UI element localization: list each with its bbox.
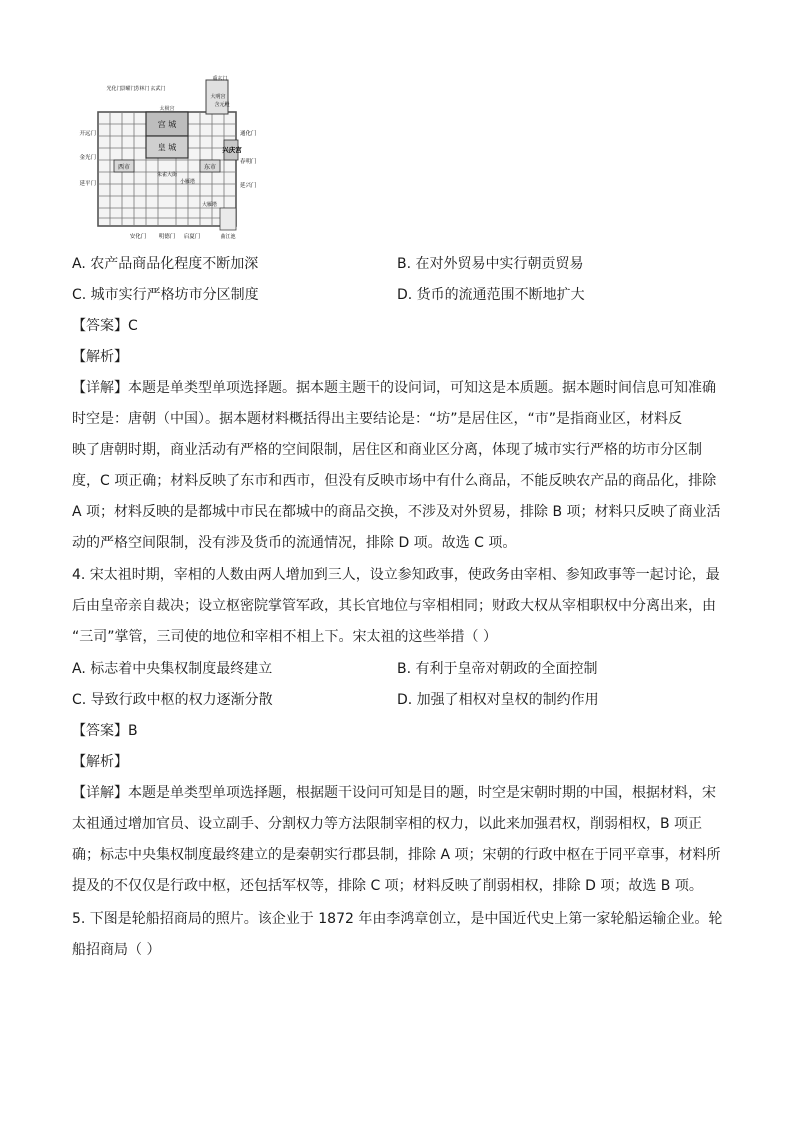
q4-stem-line-1: 4. 宋太祖时期，宰相的人数由两人增加到三人，设立参知政事，使政务由宰相、参知政事等一起讨论，最 bbox=[72, 567, 720, 583]
gate-right-1: 春明门 bbox=[240, 159, 257, 165]
q3-detail-line-1: 【详解】本题是单类型单项选择题。据本题主题干的设问词，可知这是本质题。据本题时间信息可知准确 bbox=[72, 380, 716, 396]
q4-detail-line-4: 提及的不仅仅是行政中枢，还包括军权等，排除 C 项；材料反映了削弱相权，排除 D 项；故选 B 项。 bbox=[72, 878, 703, 894]
gate-left-0: 开远门 bbox=[79, 131, 96, 137]
q4-stem-line-3: “三司”掌管，三司使的地位和宰相不相上下。宋太祖的这些举措（ ） bbox=[72, 629, 497, 645]
changan-city-map bbox=[70, 72, 260, 242]
gate-left-1: 金光门 bbox=[79, 155, 96, 161]
q3-detail-line-5: A 项；材料反映的是都城中市民在都城中的商品交换，不涉及对外贸易，排除 B 项；材料只反映了商业活 bbox=[72, 504, 721, 520]
q3-detail-line-4: 度，C 项正确；材料反映了东市和西市，但没有反映市场中有什么商品，不能反映农产品的商品化，排除 bbox=[72, 473, 717, 489]
q4-analysis-heading: 【解析】 bbox=[72, 754, 128, 770]
east-market-label: 东市 bbox=[203, 164, 217, 171]
q5-stem-line-2: 船招商局（ ） bbox=[72, 942, 161, 958]
q3-option-b: B. 在对外贸易中实行朝贡贸易 bbox=[397, 256, 584, 272]
q3-option-c: C. 城市实行严格坊市分区制度 bbox=[72, 287, 259, 303]
gate-top-2: 芳林门 bbox=[134, 86, 150, 92]
q5-stem-line-1: 5. 下图是轮船招商局的照片。该企业于 1872 年由李鸿章创立，是中国近代史上第一家轮船运输企业。轮 bbox=[72, 911, 723, 927]
q4-detail-line-1: 【详解】本题是单类型单项选择题，根据题干设问可知是目的题，时空是宋朝时期的中国，根据材料，宋 bbox=[72, 785, 716, 801]
q3-detail-line-2: 时空是：唐朝（中国）。据本题材料概括得出主要结论是：“坊”是居住区，“市”是指商业区，材料反 bbox=[72, 411, 683, 427]
xingqing-label: 兴庆宫 bbox=[222, 146, 242, 154]
q4-detail-line-3: 确；标志中央集权制度最终建立的是秦朝实行郡县制，排除 A 项；宋朝的行政中枢在于同平章事，材料所 bbox=[72, 847, 721, 863]
gate-top-right-1: 大明宫 bbox=[210, 94, 226, 100]
gate-bottom-0: 安化门 bbox=[129, 234, 147, 240]
q3-option-d: D. 货币的流通范围不断地扩大 bbox=[397, 287, 585, 303]
gate-top-0: 光化门 bbox=[106, 86, 122, 92]
imperial-label: 皇 城 bbox=[157, 143, 177, 152]
gate-top-1: 景曜门 bbox=[120, 86, 136, 92]
street-label: 朱雀大街 bbox=[156, 172, 178, 178]
gate-right-0: 通化门 bbox=[240, 131, 257, 137]
gate-top-3: 玄武门 bbox=[150, 86, 166, 92]
q4-option-b: B. 有利于皇帝对朝政的全面控制 bbox=[397, 661, 598, 677]
q3-option-a: A. 农产品商品化程度不断加深 bbox=[72, 256, 259, 272]
q4-option-a: A. 标志着中央集权制度最终建立 bbox=[72, 661, 273, 677]
q4-option-c: C. 导致行政中枢的权力逐渐分散 bbox=[72, 692, 273, 708]
palace-label: 宫 城 bbox=[157, 120, 177, 129]
q4-answer: 【答案】B bbox=[72, 723, 138, 739]
qujiang-pond bbox=[220, 208, 236, 230]
q4-option-d: D. 加强了相权对皇权的制约作用 bbox=[397, 692, 599, 708]
gate-right-2: 延兴门 bbox=[240, 183, 257, 189]
west-market-label: 西市 bbox=[117, 164, 131, 171]
big-pagoda-label: 大雁塔 bbox=[202, 202, 218, 208]
gate-top-right-0: 重玄门 bbox=[212, 76, 228, 82]
gate-bottom-1: 明德门 bbox=[158, 234, 176, 240]
gate-left-2: 延平门 bbox=[79, 181, 96, 187]
gate-bottom-2: 启夏门 bbox=[183, 234, 201, 240]
qujiang-label: 曲江池 bbox=[220, 234, 236, 240]
small-pagoda-label: 小雁塔 bbox=[180, 179, 196, 185]
q3-detail-line-3: 映了唐朝时期，商业活动有严格的空间限制，居住区和商业区分离，体现了城市实行严格的坊市分区制 bbox=[72, 442, 702, 458]
q3-detail-line-6: 动的严格空间限制，没有涉及货币的流通情况，排除 D 项。故选 C 项。 bbox=[72, 535, 517, 551]
q3-answer: 【答案】C bbox=[72, 318, 138, 334]
q3-analysis-heading: 【解析】 bbox=[72, 349, 128, 365]
q4-stem-line-2: 后由皇帝亲自裁决；设立枢密院掌管军政，其长官地位与宰相相同；财政大权从宰相职权中分离出来，由 bbox=[72, 598, 716, 614]
q4-detail-line-2: 太祖通过增加官员、设立副手、分割权力等方法限制宰相的权力，以此来加强君权，削弱相权，B 项正 bbox=[72, 816, 703, 832]
gate-top-right-2: 含元殿 bbox=[214, 102, 230, 108]
taiji-label: 太极宫 bbox=[159, 106, 175, 112]
